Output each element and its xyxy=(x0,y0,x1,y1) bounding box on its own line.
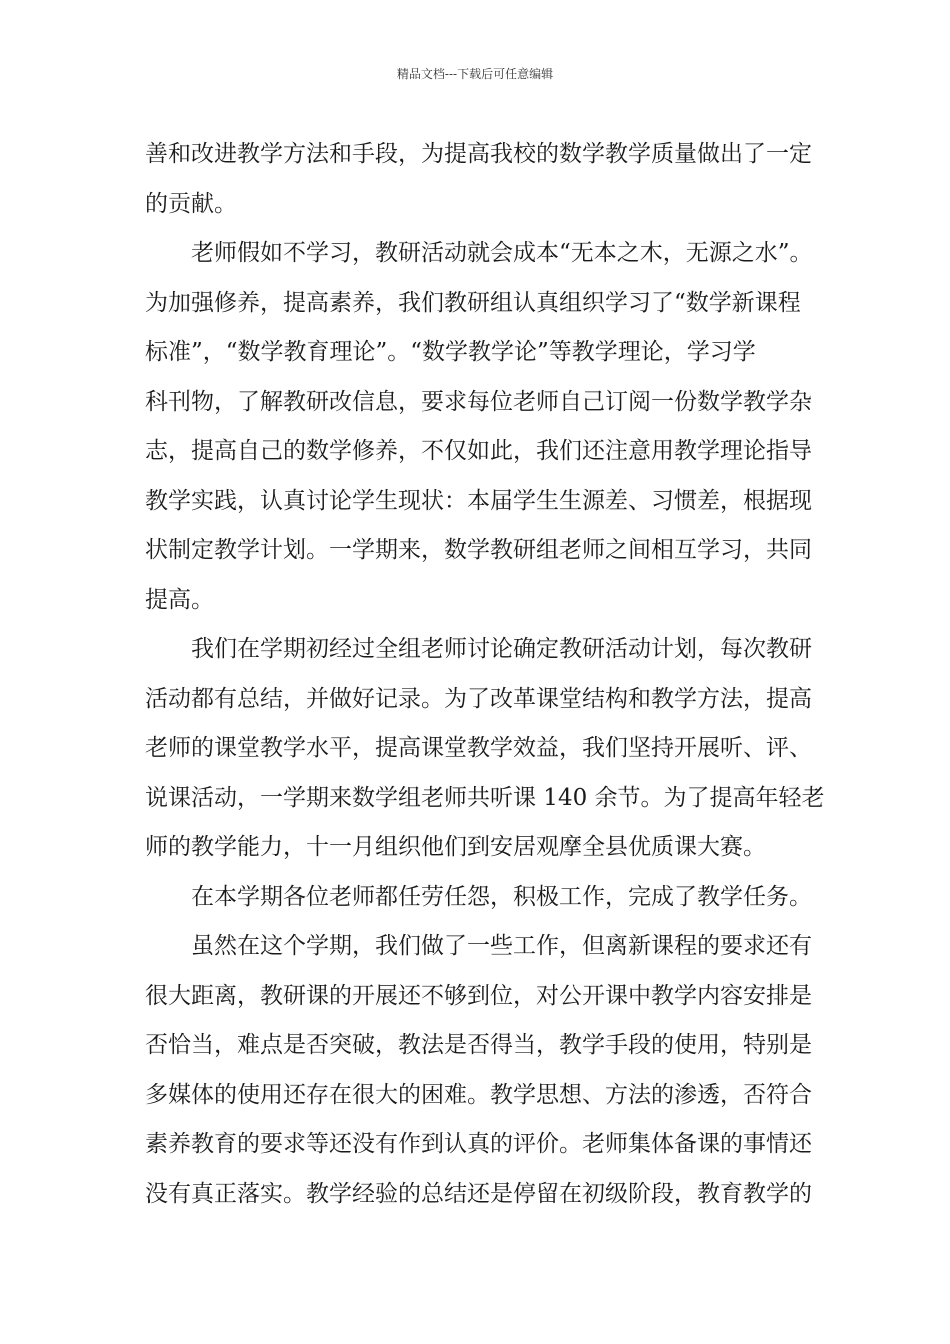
paragraph-line: 否恰当，难点是否突破，教法是否得当，教学手段的使用，特别是 xyxy=(145,1032,812,1058)
paragraph-line: 状制定教学计划。一学期来，数学教研组老师之间相互学习，共同 xyxy=(145,537,812,563)
paragraph-line: 很大距离，教研课的开展还不够到位，对公开课中教学内容安排是 xyxy=(145,982,812,1009)
paragraph-first-line: 在本学期各位老师都任劳任怨，积极工作，完成了教学任务。 xyxy=(191,883,812,910)
page-header: 精品文档---下载后可任意编辑 xyxy=(396,67,554,81)
paragraph-line: 多媒体的使用还存在很大的困难。教学思想、方法的渗透，否符合 xyxy=(145,1081,812,1108)
paragraph-line: 说课活动，一学期来数学组老师共听课 140 余节。为了提高年轻老 xyxy=(145,784,825,811)
paragraph-line: 活动都有总结，并做好记录。为了改革课堂结构和教学方法，提高 xyxy=(145,685,812,712)
paragraph-first-line: 虽然在这个学期，我们做了一些工作，但离新课程的要求还有 xyxy=(191,933,812,959)
paragraph-line: 善和改进教学方法和手段，为提高我校的数学教学质量做出了一定 xyxy=(145,141,812,167)
paragraph-line: 老师的课堂教学水平，提高课堂教学效益，我们坚持开展听、评、 xyxy=(145,735,812,761)
paragraph-line: 教学实践，认真讨论学生现状：本届学生生源差、习惯差，根据现 xyxy=(145,487,812,514)
paragraph-line: 标准”，“数学教育理论”。“数学教学论”等教学理论，学习学 xyxy=(145,339,756,365)
paragraph-first-line: 我们在学期初经过全组老师讨论确定教研活动计划，每次教研 xyxy=(191,636,812,662)
paragraph-line: 为加强修养，提高素养，我们教研组认真组织学习了“数学新课程 xyxy=(145,289,801,316)
paragraph-line: 提高。 xyxy=(145,586,214,613)
paragraph-line: 素养教育的要求等还没有作到认真的评价。老师集体备课的事情还 xyxy=(145,1131,812,1157)
paragraph-line: 没有真正落实。教学经验的总结还是停留在初级阶段，教育教学的 xyxy=(145,1180,812,1207)
paragraph-line: 志，提高自己的数学修养，不仅如此，我们还注意用教学理论指导 xyxy=(145,438,812,464)
paragraph-line: 的贡献。 xyxy=(145,190,237,217)
paragraph-line: 师的教学能力，十一月组织他们到安居观摩全县优质课大赛。 xyxy=(145,834,766,860)
body-text xyxy=(145,130,825,1219)
paragraph-first-line: 老师假如不学习，教研活动就会成本“无本之木，无源之水”。 xyxy=(191,240,813,266)
paragraph-line: 科刊物，了解教研改信息，要求每位老师自己订阅一份数学教学杂 xyxy=(145,388,812,415)
